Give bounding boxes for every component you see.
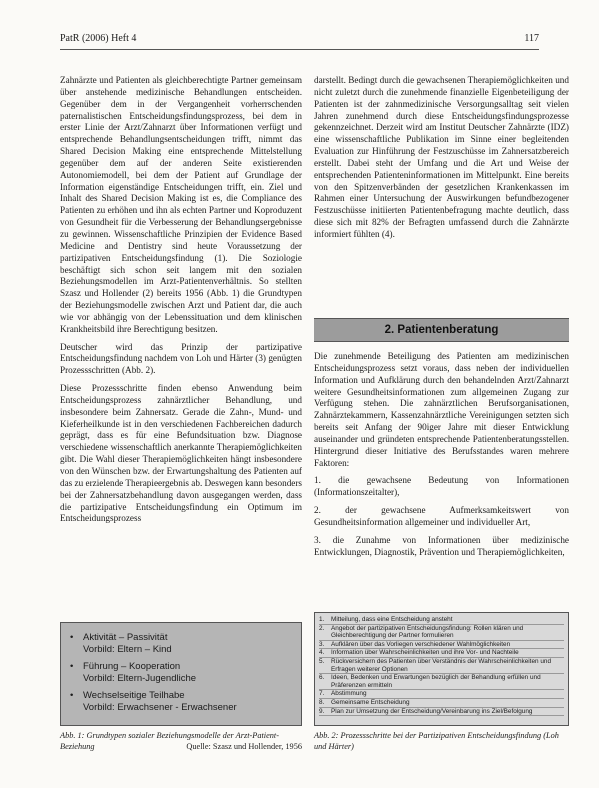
page-header	[60, 33, 539, 47]
figure-2-step	[319, 616, 564, 625]
bullet-icon: •	[70, 661, 74, 672]
step-text: Plan zur Umsetzung der Entscheidung/Vereinbarung ins Ziel/Befolgung	[331, 707, 533, 715]
paragraph: Deutscher wird das Prinzip der partizipative Entscheidungsfindung nachdem von Loh und Härter (3) genügten Prozessschritten (Abb. 2).	[60, 341, 302, 376]
step-number: 5.	[319, 657, 325, 665]
figure-1-item-title: Aktivität – Passivität	[83, 632, 168, 643]
figure-2-step	[319, 708, 564, 717]
figure-2-step	[319, 649, 564, 658]
figure-2-box	[314, 612, 569, 726]
figure-1-item-sub: Vorbild: Eltern-Jugendliche	[83, 673, 197, 684]
paragraph: darstellt. Bedingt durch die gewachsenen Therapiemöglichkeiten und nicht zuletzt durch die zunehmende finanzielle Eigenbeteiligung der Patienten ist der zahnmedizinische Versorgungsalltag seit vielen Jahren zunehmend durch diese Entscheidungsfindungsprozesse gekennzeichnet. Derzeit wird am Institut Deutscher Zahnärzte (IDZ) eine wissenschaftliche Publikation im Sinne einer begleitenden Evaluation zur Hinführung der Festzuschüsse im Zahnersatzbereich erstellt. Dabei steht der Umfang und die Art und Weise der entsprechenden Patienteninformationen im Mittelpunkt. Eine bereits von den Spitzenverbänden der gesetzlichen Krankenkassen im Rahmen einer Untersuchung der Auswirkungen befundbezogener Festzuschüsse initiierten Patientenbefragung machte deutlich, dass diese sich mit 82% der Befragten umfassend durch die Zahnärzte informiert fühlten (4).	[314, 75, 569, 239]
step-text: Gemeinsame Entscheidung	[331, 698, 410, 706]
figure-1-item-title: Wechselseitige Teilhabe	[83, 690, 185, 701]
step-number: 3.	[319, 640, 325, 648]
figure-2-step	[319, 690, 564, 699]
step-text: Information über Wahrscheinlichkeiten und ihre Vor- und Nachteile	[331, 649, 519, 657]
section-heading: 2. Patientenberatung	[314, 318, 569, 342]
step-text: Rückversichern des Patienten über Verständnis der Wahrscheinlichkeiten und Erfragen weiterer Optionen	[331, 657, 552, 673]
figure-2-caption: Abb. 2: Prozessschritte bei der Partizipativen Entscheidungsfindung (Loh und Härter)	[314, 731, 559, 751]
figure-1-caption	[60, 731, 302, 752]
bullet-icon: •	[70, 690, 74, 701]
figure-1-item-sub: Vorbild: Erwachsener - Erwachsener	[83, 702, 237, 713]
right-column-bottom	[314, 351, 569, 565]
left-column	[60, 75, 302, 531]
step-text: Mitteilung, dass eine Entscheidung ansteht	[331, 616, 453, 623]
figure-1-box	[60, 622, 302, 726]
paragraph: Zahnärzte und Patienten als gleichberechtigte Partner gemeinsam über anstehende medizinische Behandlungen entscheiden. Gegenüber dem in der Vergangenheit vorherrschenden paternalistischen Entscheidungsfindungsprozess, bei dem in erster Linie der Arzt/Zahnarzt über Informationen verfügt und entsprechende Behandlungsentscheidungen trifft, nimmt das Shared Decision Making eine entsprechende Mittelstellung gegenüber dem auf der anderen Seite existierenden Autonomiemodell, bei dem der Patient auf Grundlage der Information eigenständige Entscheidungen trifft, ein. Ziel und Inhalt des Shared Decision Making ist es, die Compliance des Patienten zu erhöhen und ihn als echten Partner und Koproduzent von Gesundheit für die Verbesserung der Behandlungsergebnisse zu gewinnen. Wissenschaftliche Prinzipien der Evidence Based Medicine and Dentistry sind heute Voraussetzung der partizipativen Entscheidungsfindung (1). Die Soziologie beschäftigt sich schon seit langem mit den sozialen Beziehungsmodellen im Arzt-Patientenverhältnis. So stellten Szasz und Hollender (2) bereits 1956 (Abb. 1) die Grundtypen der Beziehungsmodelle zwischen Arzt und Patient dar, die auch wie vor abhängig von der Lebenssituation und dem klinischen Krankheitsbild ihre Berechtigung besitzen.	[60, 75, 302, 334]
figure-1-item	[70, 632, 301, 656]
step-number: 2.	[319, 624, 325, 632]
paragraph: Die zunehmende Beteiligung des Patienten am medizinischen Entscheidungsprozess setzt voraus, dass neben der individuellen Information und Aufklärung durch den behandelnden Arzt/Zahnarzt weitere Gesundheitsinformationen zum allgemeinen Zugang zur Verfügung stehen. Die zahnärztlichen Berufsorganisationen, Zahnärztekammern, Kassenzahnärztliche Vereinigungen setzten sich bereits seit Anfang der 90iger Jahre mit dieser Entwicklung auseinander und gründeten entsprechende Patientenberatungsstellen. Hintergrund dieser Initiative des Berufsstandes waren mehrere Faktoren:	[314, 351, 569, 468]
figure-2-list	[319, 616, 564, 716]
step-number: 6.	[319, 674, 325, 682]
figure-2-step	[319, 674, 564, 690]
step-number: 8.	[319, 698, 325, 706]
paragraph: Diese Prozessschritte finden ebenso Anwendung beim Entscheidungsprozess zahnärztlicher Behandlung, und insbesondere beim Zahnersatz. Gerade die Zahn-, Mund- und Kieferheilkunde ist in den verschiedenen Fachbereichen dadurch geprägt, dass es für eine Befundsituation bzw. Diagnose verschiedene wissenschaftlich anerkannte Therapiemöglichkeiten gibt. Die Wahl dieser Therapiemöglichkeiten hängt insbesondere von den Wünschen bzw. der Erwartungshaltung des Patienten auf das zu erzielende Therapieergebnis ab. Deswegen kann besonders bei der Zahnersatzbehandlung davon ausgegangen werden, dass die partizipative Entscheidungsfindung ein Optimum im Entscheidungsprozess	[60, 383, 303, 524]
list-paragraph: 2. der gewachsene Aufmerksamkeitswert von Gesundheitsinformation allgemeiner und individueller Art,	[314, 505, 569, 527]
journal-title: PatR (2006) Heft 4	[60, 33, 137, 44]
figure-2-step	[319, 625, 564, 641]
page-number: 117	[524, 33, 539, 44]
step-text: Abstimmung	[331, 690, 367, 698]
step-number: 9.	[319, 707, 325, 715]
figure-2-step	[319, 658, 564, 674]
right-column-top	[314, 75, 569, 247]
step-number: 4.	[319, 649, 325, 657]
figure-2-step	[319, 699, 564, 708]
step-text: Ideen, Bedenken und Erwartungen bezüglich der Behandlung erfüllen und Präferenzen ermitteln	[331, 674, 541, 689]
list-paragraph: 3. die Zunahme von Informationen über medizinische Entwicklungen, Diagnostik, Prävention und Therapiemöglichkeiten,	[314, 534, 569, 557]
figure-1-item-title: Führung – Kooperation	[83, 661, 181, 672]
step-text: Aufklären über das Vorliegen verschiedener Wahlmöglichkeiten	[331, 640, 511, 648]
step-text: Angebot der partizipativen Entscheidungsfindung: Rollen klären und Gleichberechtigung der Partner formulieren	[331, 624, 524, 640]
header-rule	[60, 49, 539, 50]
step-number: 1.	[319, 616, 325, 623]
figure-1-caption-text: Abb. 1: Grundtypen sozialer Beziehungsmodelle der Arzt-Patient-Beziehung	[60, 731, 279, 751]
figure-1-item	[70, 661, 301, 685]
figure-1-source: Quelle: Szasz und Hollender, 1956	[186, 741, 302, 751]
figure-2-step	[319, 641, 564, 650]
step-number: 7.	[319, 690, 325, 698]
figure-1-item-sub: Vorbild: Eltern – Kind	[83, 644, 172, 655]
bullet-icon: •	[70, 632, 74, 643]
figure-1-item	[70, 690, 301, 714]
list-paragraph: 1. die gewachsene Bedeutung von Informationen (Informationszeitalter),	[314, 475, 569, 498]
